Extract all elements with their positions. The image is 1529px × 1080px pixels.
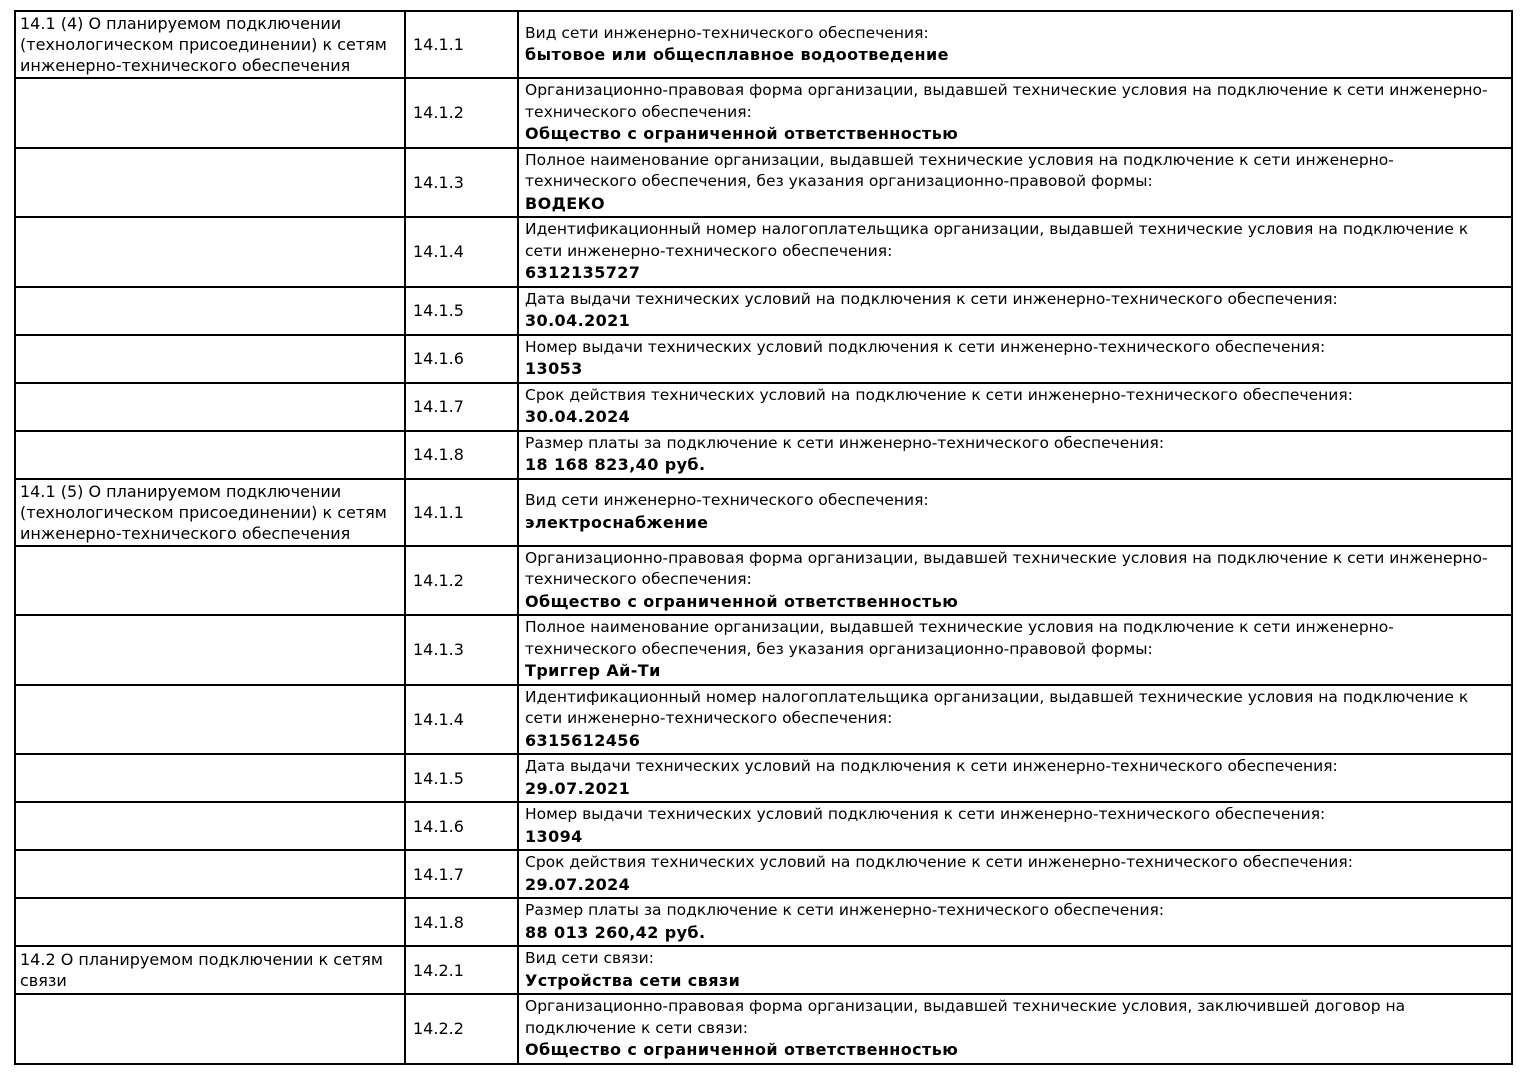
row-content-cell <box>518 11 1512 78</box>
row-number: 14.1.2 <box>413 570 464 590</box>
table-row <box>15 685 1512 755</box>
row-label: Вид сети связи: <box>525 949 654 967</box>
row-label: Дата выдачи технических условий на подключения к сети инженерно-технического обеспечения: <box>525 289 1338 308</box>
table-row <box>15 383 1512 431</box>
row-value: Триггер Ай-Ти <box>525 661 661 680</box>
row-label: Идентификационный номер налогоплательщика организации, выдавшей технические условия на подключение к сети инженерно-технического обеспечения: <box>525 220 1469 260</box>
section-title-cell <box>15 546 405 616</box>
row-content-cell <box>518 685 1512 755</box>
row-number: 14.1.8 <box>413 912 464 932</box>
row-label: Срок действия технических условий на подключение к сети инженерно-технического обеспечения: <box>525 853 1353 871</box>
row-number: 14.1.6 <box>413 349 464 368</box>
row-number: 14.1.2 <box>413 103 464 123</box>
row-label: Организационно-правовая форма организации, выдавшей технические условия, заключившей договор на подключение к сети связи: <box>525 997 1406 1037</box>
table-row <box>15 431 1512 479</box>
row-value: 30.04.2021 <box>525 311 631 330</box>
table-row <box>15 148 1512 218</box>
row-number: 14.2.2 <box>413 1019 464 1039</box>
row-value: 13053 <box>525 359 583 378</box>
section-title-cell <box>15 11 405 78</box>
row-number-cell <box>405 431 518 479</box>
row-number-cell <box>405 383 518 431</box>
row-content-cell <box>518 946 1512 994</box>
declaration-table <box>14 10 1513 1065</box>
table-row <box>15 850 1512 898</box>
row-value: Устройства сети связи <box>525 970 741 990</box>
section-title-cell <box>15 78 405 148</box>
section-title-cell <box>15 335 405 383</box>
row-number-cell <box>405 546 518 616</box>
row-value: электроснабжение <box>525 512 709 532</box>
section-title-cell <box>15 754 405 802</box>
section-title-cell <box>15 802 405 850</box>
row-number: 14.1.4 <box>413 709 464 729</box>
row-number-cell <box>405 479 518 546</box>
row-number: 14.1.3 <box>413 640 464 660</box>
row-value: 13094 <box>525 826 583 846</box>
table-row <box>15 546 1512 616</box>
row-number-cell <box>405 754 518 802</box>
row-content-cell <box>518 754 1512 802</box>
table-row <box>15 217 1512 287</box>
row-content-cell <box>518 431 1512 479</box>
row-content-cell <box>518 802 1512 850</box>
table-row <box>15 287 1512 335</box>
section-title-cell <box>15 850 405 898</box>
row-number: 14.1.5 <box>413 301 464 320</box>
row-number: 14.1.8 <box>413 445 464 464</box>
row-number: 14.2.1 <box>413 960 464 980</box>
row-content-cell <box>518 615 1512 685</box>
table-row <box>15 78 1512 148</box>
row-number-cell <box>405 802 518 850</box>
row-label: Номер выдачи технических условий подключения к сети инженерно-технического обеспечения: <box>525 805 1326 823</box>
section-title-cell <box>15 994 405 1064</box>
row-number-cell <box>405 287 518 335</box>
section-title-cell <box>15 898 405 946</box>
section-title-cell <box>15 383 405 431</box>
row-number-cell <box>405 850 518 898</box>
row-number: 14.1.1 <box>413 35 464 54</box>
section-title-cell <box>15 685 405 755</box>
row-number: 14.1.4 <box>413 242 464 262</box>
row-label: Полное наименование организации, выдавшей технические условия на подключение к сети инженерно-технического обеспечения, без указания организационно-правовой формы: <box>525 150 1394 190</box>
row-number-cell <box>405 898 518 946</box>
row-number: 14.1.1 <box>413 502 464 522</box>
table-row <box>15 615 1512 685</box>
table-row <box>15 479 1512 546</box>
table-row <box>15 802 1512 850</box>
table-row <box>15 898 1512 946</box>
row-number-cell <box>405 148 518 218</box>
section-title-cell <box>15 217 405 287</box>
row-content-cell <box>518 850 1512 898</box>
section-title-cell <box>15 946 405 994</box>
row-number-cell <box>405 335 518 383</box>
section-title-cell <box>15 431 405 479</box>
row-label: Организационно-правовая форма организации, выдавшей технические условия на подключение к сети инженерно-технического обеспечения: <box>525 548 1488 588</box>
row-value: Общество с ограниченной ответственностью <box>525 591 959 611</box>
row-number: 14.1.3 <box>413 172 464 192</box>
row-content-cell <box>518 546 1512 616</box>
row-content-cell <box>518 287 1512 335</box>
row-label: Полное наименование организации, выдавшей технические условия на подключение к сети инженерно-технического обеспечения, без указания организационно-правовой формы: <box>525 618 1394 658</box>
row-value: Общество с ограниченной ответственностью <box>525 124 959 143</box>
row-number: 14.1.7 <box>413 864 464 884</box>
row-value: ВОДЕКО <box>525 193 606 213</box>
row-value: 29.07.2024 <box>525 874 631 894</box>
table-row <box>15 946 1512 994</box>
row-value: 6312135727 <box>525 263 641 282</box>
row-label: Идентификационный номер налогоплательщика организации, выдавшей технические условия на подключение к сети инженерно-технического обеспечения: <box>525 687 1469 727</box>
table-row <box>15 994 1512 1064</box>
row-label: Вид сети инженерно-технического обеспечения: <box>525 491 929 509</box>
row-label: Номер выдачи технических условий подключения к сети инженерно-технического обеспечения: <box>525 337 1326 356</box>
row-number-cell <box>405 615 518 685</box>
row-number-cell <box>405 994 518 1064</box>
row-content-cell <box>518 994 1512 1064</box>
row-value: 18 168 823,40 руб. <box>525 455 706 474</box>
section-title-cell <box>15 615 405 685</box>
row-number: 14.1.7 <box>413 397 464 416</box>
section-title-cell <box>15 148 405 218</box>
section-title-cell <box>15 287 405 335</box>
table-row <box>15 754 1512 802</box>
row-value: 88 013 260,42 руб. <box>525 922 706 942</box>
table-row <box>15 335 1512 383</box>
section-title: 14.1 (4) О планируемом подключении (технологическом присоединении) к сетям инженерно-технического обеспечения <box>20 14 387 75</box>
row-content-cell <box>518 335 1512 383</box>
row-label: Размер платы за подключение к сети инженерно-технического обеспечения: <box>525 433 1165 452</box>
row-value: 29.07.2021 <box>525 778 631 798</box>
section-title: 14.2 О планируемом подключении к сетям связи <box>20 950 383 990</box>
table-row <box>15 11 1512 78</box>
row-number: 14.1.6 <box>413 816 464 836</box>
row-content-cell <box>518 148 1512 218</box>
row-label: Дата выдачи технических условий на подключения к сети инженерно-технического обеспечения: <box>525 757 1338 775</box>
row-label: Вид сети инженерно-технического обеспечения: <box>525 23 929 42</box>
row-value: бытовое или общесплавное водоотведение <box>525 45 949 64</box>
section-title: 14.1 (5) О планируемом подключении (технологическом присоединении) к сетям инженерно-технического обеспечения <box>20 481 387 543</box>
row-label: Размер платы за подключение к сети инженерно-технического обеспечения: <box>525 901 1165 919</box>
row-number-cell <box>405 11 518 78</box>
row-content-cell <box>518 217 1512 287</box>
row-number-cell <box>405 217 518 287</box>
declaration-table-body <box>15 11 1512 1064</box>
row-number-cell <box>405 78 518 148</box>
row-label: Срок действия технических условий на подключение к сети инженерно-технического обеспечения: <box>525 385 1353 404</box>
row-number: 14.1.5 <box>413 768 464 788</box>
section-title-cell <box>15 479 405 546</box>
row-content-cell <box>518 383 1512 431</box>
row-value: Общество с ограниченной ответственностью <box>525 1040 959 1059</box>
row-content-cell <box>518 898 1512 946</box>
row-number-cell <box>405 946 518 994</box>
row-value: 6315612456 <box>525 730 641 750</box>
row-content-cell <box>518 479 1512 546</box>
row-content-cell <box>518 78 1512 148</box>
row-value: 30.04.2024 <box>525 407 631 426</box>
row-number-cell <box>405 685 518 755</box>
row-label: Организационно-правовая форма организации, выдавшей технические условия на подключение к сети инженерно-технического обеспечения: <box>525 81 1488 121</box>
